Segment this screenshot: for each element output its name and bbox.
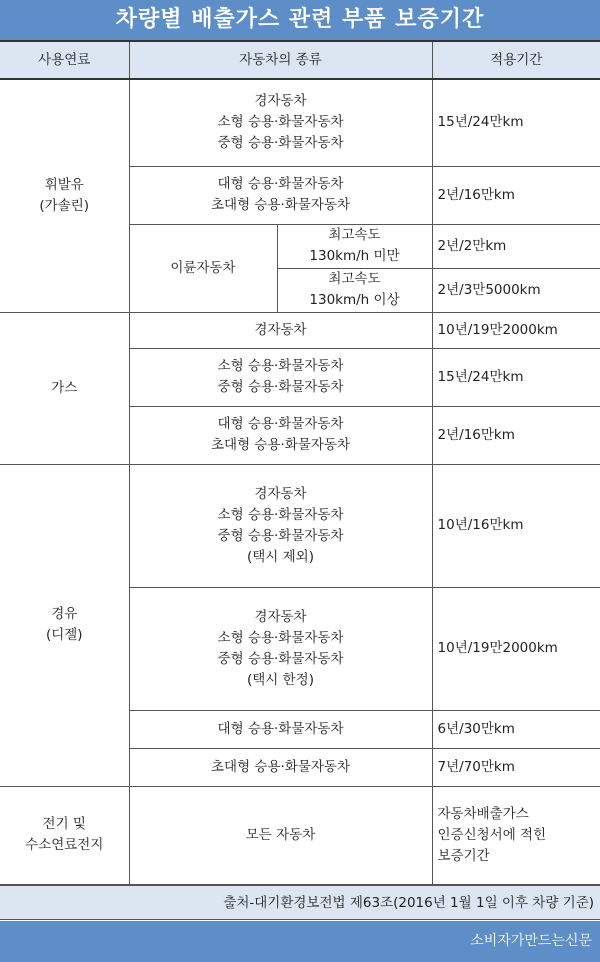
vehicle-type-text: 중형 승용·화물자동차 [217, 379, 344, 395]
fuel-label: 전기 및 [42, 816, 86, 832]
vehicle-type-text: 경자동차 [254, 93, 307, 110]
vehicle-type-cell: 경자동차 [129, 312, 432, 348]
fuel-label: 휘발유 [44, 176, 84, 193]
publisher-footer: 소비자가만드는신문 [0, 921, 600, 962]
page-title: 차량별 배출가스 관련 부품 보증기간 [0, 0, 600, 40]
table-row [0, 312, 600, 348]
period-cell: 2년/3만5000km [432, 268, 600, 312]
vehicle-type-cell [129, 464, 432, 587]
period-cell: 2년/16만km [432, 406, 600, 464]
speed-text: 130km/h 미만 [309, 248, 400, 264]
header-fuel: 사용연료 [0, 41, 129, 79]
header-period: 적용기간 [432, 41, 600, 79]
vehicle-type-text: 소형 승용·화물자동차 [217, 114, 344, 131]
table-header-row [0, 41, 600, 79]
speed-text: 최고속도 [328, 271, 381, 287]
fuel-diesel-cell [0, 464, 129, 786]
speed-text: 최고속도 [328, 227, 381, 243]
vehicle-type-text: 중형 승용·화물자동차 [217, 650, 344, 667]
vehicle-type-text: 소형 승용·화물자동차 [217, 358, 344, 374]
fuel-sub-label: 수소연료전지 [25, 837, 104, 853]
vehicle-type-text: 소형 승용·화물자동차 [217, 506, 344, 523]
speed-cell [277, 268, 432, 312]
vehicle-type-cell: 초대형 승용·화물자동차 [129, 748, 432, 786]
period-cell: 15년/24만km [432, 348, 600, 406]
period-cell: 10년/19만2000km [432, 587, 600, 710]
period-cell: 6년/30만km [432, 710, 600, 748]
fuel-label: 경유 [51, 606, 78, 622]
vehicle-type-text: 경자동차 [254, 485, 307, 502]
period-cell: 15년/24만km [432, 79, 600, 166]
fuel-sub-label: (디젤) [45, 627, 83, 643]
vehicle-type-cell [129, 348, 432, 406]
period-cell: 2년/2만km [432, 224, 600, 268]
period-cell: 7년/70만km [432, 748, 600, 786]
vehicle-type-text: (택시 한정) [247, 671, 314, 688]
fuel-electric-cell [0, 786, 129, 884]
table-row [0, 79, 600, 166]
vehicle-type-text: (택시 제외) [247, 548, 314, 565]
vehicle-type-cell [129, 166, 432, 224]
vehicle-type-cell: 대형 승용·화물자동차 [129, 710, 432, 748]
period-cell: 10년/19만2000km [432, 312, 600, 348]
source-note: 출처-대기환경보전법 제63조(2016년 1월 1일 이후 차량 기준) [0, 885, 600, 920]
vehicle-type-cell [129, 79, 432, 166]
warranty-table [0, 40, 600, 885]
fuel-gasoline-cell [0, 79, 129, 312]
period-text: 자동차배출가스 [437, 805, 529, 822]
speed-text: 130km/h 이상 [309, 292, 400, 308]
vehicle-type-cell [129, 587, 432, 710]
vehicle-type-cell [129, 406, 432, 464]
twowheel-cell: 이륜자동차 [129, 224, 277, 312]
period-cell: 10년/16만km [432, 464, 600, 587]
table-row [0, 464, 600, 587]
period-text: 인증신청서에 적힌 [437, 826, 547, 843]
vehicle-type-text: 대형 승용·화물자동차 [217, 416, 344, 432]
vehicle-type-text: 중형 승용·화물자동차 [217, 135, 344, 152]
vehicle-type-cell: 모든 자동차 [129, 786, 432, 884]
period-cell [432, 786, 600, 884]
period-text: 보증기간 [437, 847, 490, 864]
fuel-gas-cell: 가스 [0, 312, 129, 464]
period-cell: 2년/16만km [432, 166, 600, 224]
header-vehicle-type: 자동차의 종류 [129, 41, 432, 79]
fuel-sub-label: (가솔린) [39, 197, 90, 214]
vehicle-type-text: 경자동차 [254, 608, 307, 625]
vehicle-type-text: 초대형 승용·화물자동차 [211, 437, 350, 453]
speed-cell [277, 224, 432, 268]
table-row [0, 786, 600, 884]
vehicle-type-text: 중형 승용·화물자동차 [217, 527, 344, 544]
vehicle-type-text: 대형 승용·화물자동차 [217, 176, 344, 192]
vehicle-type-text: 소형 승용·화물자동차 [217, 629, 344, 646]
vehicle-type-text: 초대형 승용·화물자동차 [211, 197, 350, 213]
